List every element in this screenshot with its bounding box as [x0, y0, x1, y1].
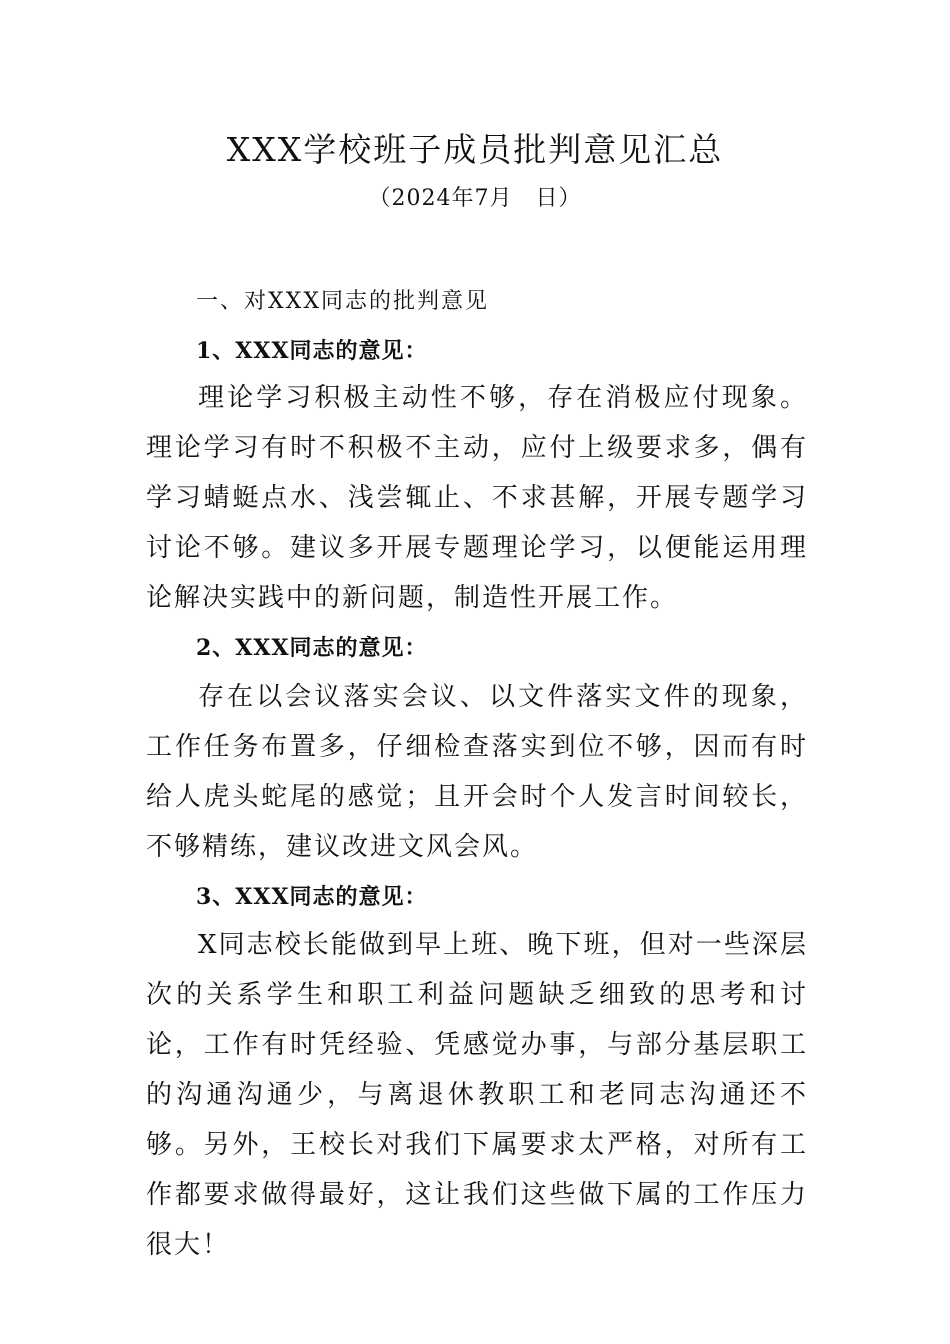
- document-title: XXX学校班子成员批判意见汇总: [226, 130, 724, 169]
- section-heading: 一、对XXX同志的批判意见: [196, 289, 489, 314]
- item-heading-1: 1、XXX同志的意见：: [196, 338, 428, 364]
- item-text-1: 理论学习积极主动性不够，存在消极应付现象。理论学习有时不积极不主动，应付上级要求多，偶有学习蜻蜓点水、浅尝辄止、不求甚解，开展专题学习讨论不够。建议多开展专题理论学习，以便能运用理论解决实践中的新问题，制造性开展工作。: [146, 383, 808, 613]
- item-text-3: X同志校长能做到早上班、晚下班，但对一些深层次的关系学生和职工利益问题缺乏细致的思考和讨论，工作有时凭经验、凭感觉办事，与部分基层职工的沟通沟通少，与离退休教职工和老同志沟通还不够。另外，王校长对我们下属要求太严格，对所有工作都要求做得最好，这让我们这些做下属的工作压力很大！: [146, 930, 808, 1260]
- item-heading-3: 3、XXX同志的意见：: [196, 884, 428, 910]
- item-heading-2: 2、XXX同志的意见：: [196, 635, 428, 661]
- document-date: （2024年7月 日）: [368, 186, 582, 211]
- item-text-2: 存在以会议落实会议、以文件落实文件的现象，工作任务布置多，仔细检查落实到位不够，因而有时给人虎头蛇尾的感觉；且开会时个人发言时间较长，不够精练，建议改进文风会风。: [146, 682, 808, 862]
